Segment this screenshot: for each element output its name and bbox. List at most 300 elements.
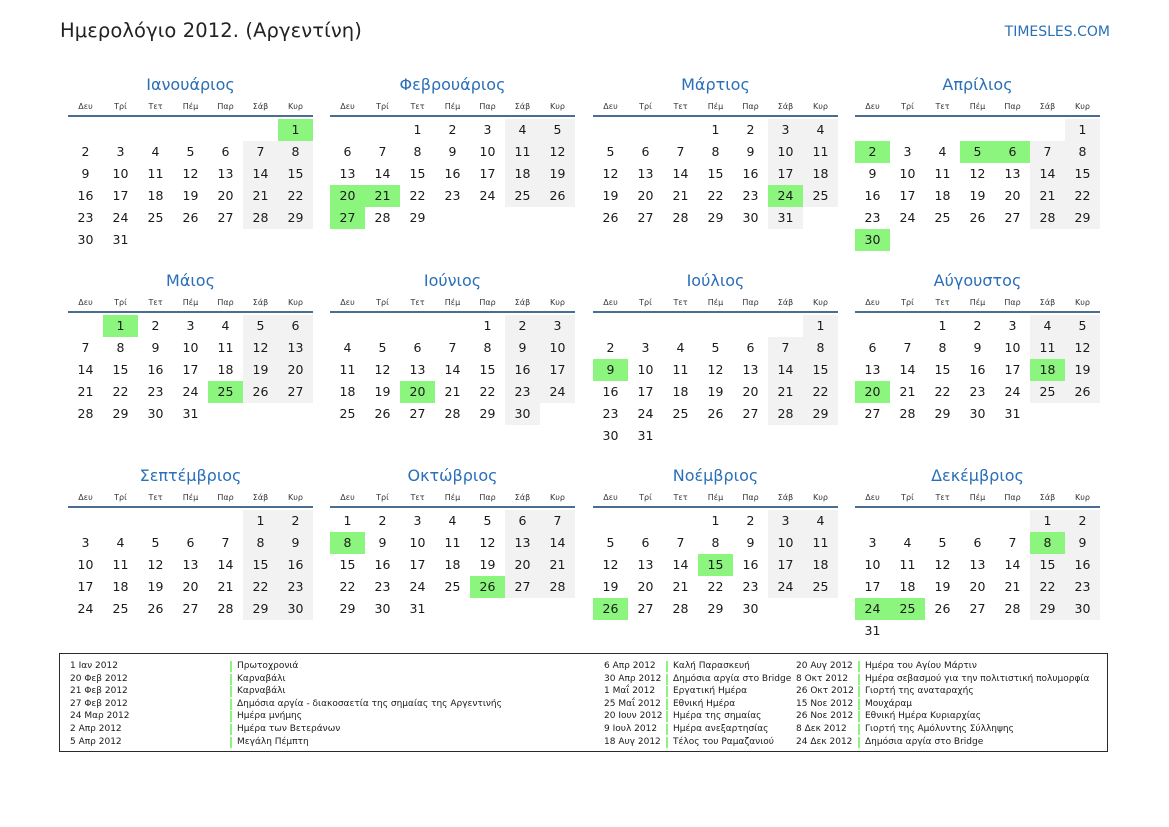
day-cell[interactable]: 28 [374, 210, 391, 225]
day-cell[interactable]: 24 [899, 210, 916, 225]
day-cell[interactable]: 25 [803, 185, 838, 207]
day-cell[interactable]: 1 [483, 318, 492, 333]
day-cell[interactable]: 10 [768, 532, 803, 554]
holiday-day-cell[interactable]: 26 [470, 576, 505, 598]
day-cell[interactable]: 27 [505, 576, 540, 598]
day-cell[interactable]: 22 [278, 185, 313, 207]
site-link[interactable]: TIMESLES.COM [1004, 24, 1110, 40]
day-cell[interactable]: 6 [221, 144, 230, 159]
day-cell[interactable]: 18 [672, 384, 689, 399]
day-cell[interactable]: 18 [217, 362, 234, 377]
day-cell[interactable]: 24 [768, 576, 803, 598]
day-cell[interactable]: 21 [1030, 185, 1065, 207]
holiday-day-cell[interactable]: 6 [995, 141, 1030, 163]
day-cell[interactable]: 28 [672, 210, 689, 225]
day-cell[interactable]: 28 [1004, 601, 1021, 616]
day-cell[interactable]: 22 [243, 576, 278, 598]
day-cell[interactable]: 10 [77, 557, 94, 572]
day-cell[interactable]: 30 [77, 232, 94, 247]
day-cell[interactable]: 10 [409, 535, 426, 550]
day-cell[interactable]: 3 [186, 318, 195, 333]
day-cell[interactable]: 29 [1065, 207, 1100, 229]
day-cell[interactable]: 9 [746, 535, 755, 550]
day-cell[interactable]: 7 [676, 144, 685, 159]
day-cell[interactable]: 29 [803, 403, 838, 425]
holiday-day-cell[interactable]: 15 [698, 554, 733, 576]
day-cell[interactable]: 9 [448, 144, 457, 159]
day-cell[interactable]: 19 [707, 384, 724, 399]
day-cell[interactable]: 28 [77, 406, 94, 421]
day-cell[interactable]: 10 [768, 141, 803, 163]
day-cell[interactable]: 15 [707, 166, 724, 181]
day-cell[interactable]: 14 [1030, 163, 1065, 185]
day-cell[interactable]: 17 [864, 579, 881, 594]
day-cell[interactable]: 18 [899, 579, 916, 594]
day-cell[interactable]: 19 [934, 579, 951, 594]
day-cell[interactable]: 13 [217, 166, 234, 181]
day-cell[interactable]: 19 [540, 163, 575, 185]
day-cell[interactable]: 2 [746, 122, 755, 137]
day-cell[interactable]: 27 [969, 601, 986, 616]
holiday-day-cell[interactable]: 1 [278, 119, 313, 141]
day-cell[interactable]: 15 [479, 362, 496, 377]
day-cell[interactable]: 13 [182, 557, 199, 572]
day-cell[interactable]: 4 [151, 144, 160, 159]
day-cell[interactable]: 3 [868, 535, 877, 550]
day-cell[interactable]: 1 [413, 122, 422, 137]
day-cell[interactable]: 5 [606, 535, 615, 550]
day-cell[interactable]: 1 [343, 513, 352, 528]
day-cell[interactable]: 6 [641, 144, 650, 159]
day-cell[interactable]: 21 [444, 384, 461, 399]
day-cell[interactable]: 2 [278, 510, 313, 532]
day-cell[interactable]: 12 [934, 557, 951, 572]
day-cell[interactable]: 14 [217, 557, 234, 572]
day-cell[interactable]: 2 [448, 122, 457, 137]
day-cell[interactable]: 3 [81, 535, 90, 550]
day-cell[interactable]: 23 [602, 406, 619, 421]
day-cell[interactable]: 29 [112, 406, 129, 421]
day-cell[interactable]: 23 [742, 579, 759, 594]
day-cell[interactable]: 26 [540, 185, 575, 207]
holiday-day-cell[interactable]: 26 [593, 598, 628, 620]
day-cell[interactable]: 10 [112, 166, 129, 181]
day-cell[interactable]: 13 [505, 532, 540, 554]
day-cell[interactable]: 1 [1030, 510, 1065, 532]
day-cell[interactable]: 11 [505, 141, 540, 163]
day-cell[interactable]: 9 [1065, 532, 1100, 554]
holiday-day-cell[interactable]: 21 [365, 185, 400, 207]
day-cell[interactable]: 24 [637, 406, 654, 421]
day-cell[interactable]: 6 [343, 144, 352, 159]
day-cell[interactable]: 28 [899, 406, 916, 421]
day-cell[interactable]: 16 [864, 188, 881, 203]
day-cell[interactable]: 30 [742, 601, 759, 616]
day-cell[interactable]: 4 [1030, 315, 1065, 337]
day-cell[interactable]: 31 [409, 601, 426, 616]
day-cell[interactable]: 21 [217, 579, 234, 594]
day-cell[interactable]: 11 [147, 166, 164, 181]
day-cell[interactable]: 6 [413, 340, 422, 355]
day-cell[interactable]: 15 [1065, 163, 1100, 185]
day-cell[interactable]: 4 [803, 119, 838, 141]
day-cell[interactable]: 15 [934, 362, 951, 377]
day-cell[interactable]: 23 [742, 188, 759, 203]
day-cell[interactable]: 18 [112, 579, 129, 594]
day-cell[interactable]: 11 [803, 141, 838, 163]
day-cell[interactable]: 7 [903, 340, 912, 355]
holiday-day-cell[interactable]: 2 [855, 141, 890, 163]
day-cell[interactable]: 30 [969, 406, 986, 421]
day-cell[interactable]: 22 [707, 188, 724, 203]
day-cell[interactable]: 16 [77, 188, 94, 203]
day-cell[interactable]: 12 [182, 166, 199, 181]
day-cell[interactable]: 4 [116, 535, 125, 550]
day-cell[interactable]: 25 [444, 579, 461, 594]
day-cell[interactable]: 19 [243, 359, 278, 381]
day-cell[interactable]: 5 [186, 144, 195, 159]
day-cell[interactable]: 22 [1065, 185, 1100, 207]
holiday-day-cell[interactable]: 8 [1030, 532, 1065, 554]
day-cell[interactable]: 17 [540, 359, 575, 381]
day-cell[interactable]: 12 [374, 362, 391, 377]
day-cell[interactable]: 22 [803, 381, 838, 403]
day-cell[interactable]: 15 [803, 359, 838, 381]
day-cell[interactable]: 14 [672, 166, 689, 181]
day-cell[interactable]: 23 [374, 579, 391, 594]
day-cell[interactable]: 9 [378, 535, 387, 550]
day-cell[interactable]: 28 [768, 403, 803, 425]
day-cell[interactable]: 24 [409, 579, 426, 594]
day-cell[interactable]: 6 [641, 535, 650, 550]
day-cell[interactable]: 3 [903, 144, 912, 159]
day-cell[interactable]: 8 [711, 144, 720, 159]
day-cell[interactable]: 3 [413, 513, 422, 528]
day-cell[interactable]: 11 [934, 166, 951, 181]
day-cell[interactable]: 20 [969, 579, 986, 594]
day-cell[interactable]: 11 [339, 362, 356, 377]
day-cell[interactable]: 14 [77, 362, 94, 377]
day-cell[interactable]: 8 [483, 340, 492, 355]
day-cell[interactable]: 8 [1065, 141, 1100, 163]
day-cell[interactable]: 16 [505, 359, 540, 381]
day-cell[interactable]: 6 [505, 510, 540, 532]
day-cell[interactable]: 18 [147, 188, 164, 203]
day-cell[interactable]: 27 [409, 406, 426, 421]
day-cell[interactable]: 19 [602, 188, 619, 203]
day-cell[interactable]: 18 [505, 163, 540, 185]
day-cell[interactable]: 13 [969, 557, 986, 572]
day-cell[interactable]: 26 [934, 601, 951, 616]
day-cell[interactable]: 15 [112, 362, 129, 377]
day-cell[interactable]: 5 [938, 535, 947, 550]
day-cell[interactable]: 15 [243, 554, 278, 576]
day-cell[interactable]: 7 [768, 337, 803, 359]
day-cell[interactable]: 26 [969, 210, 986, 225]
day-cell[interactable]: 13 [637, 166, 654, 181]
day-cell[interactable]: 16 [444, 166, 461, 181]
day-cell[interactable]: 14 [899, 362, 916, 377]
day-cell[interactable]: 6 [973, 535, 982, 550]
day-cell[interactable]: 17 [768, 163, 803, 185]
day-cell[interactable]: 14 [768, 359, 803, 381]
day-cell[interactable]: 3 [768, 510, 803, 532]
day-cell[interactable]: 25 [803, 576, 838, 598]
day-cell[interactable]: 3 [540, 315, 575, 337]
holiday-day-cell[interactable]: 20 [855, 381, 890, 403]
day-cell[interactable]: 17 [182, 362, 199, 377]
day-cell[interactable]: 27 [637, 601, 654, 616]
day-cell[interactable]: 12 [479, 535, 496, 550]
day-cell[interactable]: 1 [711, 513, 720, 528]
day-cell[interactable]: 19 [969, 188, 986, 203]
day-cell[interactable]: 5 [606, 144, 615, 159]
day-cell[interactable]: 31 [768, 207, 803, 229]
day-cell[interactable]: 17 [1004, 362, 1021, 377]
day-cell[interactable]: 20 [182, 579, 199, 594]
day-cell[interactable]: 18 [444, 557, 461, 572]
day-cell[interactable]: 29 [707, 601, 724, 616]
day-cell[interactable]: 7 [243, 141, 278, 163]
day-cell[interactable]: 10 [899, 166, 916, 181]
day-cell[interactable]: 5 [540, 119, 575, 141]
holiday-day-cell[interactable]: 25 [208, 381, 243, 403]
day-cell[interactable]: 7 [540, 510, 575, 532]
day-cell[interactable]: 22 [479, 384, 496, 399]
day-cell[interactable]: 15 [278, 163, 313, 185]
day-cell[interactable]: 12 [969, 166, 986, 181]
day-cell[interactable]: 26 [374, 406, 391, 421]
day-cell[interactable]: 10 [1004, 340, 1021, 355]
day-cell[interactable]: 13 [278, 337, 313, 359]
day-cell[interactable]: 25 [934, 210, 951, 225]
holiday-day-cell[interactable]: 20 [400, 381, 435, 403]
day-cell[interactable]: 26 [243, 381, 278, 403]
day-cell[interactable]: 24 [77, 601, 94, 616]
day-cell[interactable]: 2 [746, 513, 755, 528]
day-cell[interactable]: 15 [409, 166, 426, 181]
holiday-day-cell[interactable]: 9 [593, 359, 628, 381]
day-cell[interactable]: 14 [540, 532, 575, 554]
day-cell[interactable]: 22 [409, 188, 426, 203]
day-cell[interactable]: 21 [243, 185, 278, 207]
day-cell[interactable]: 11 [112, 557, 129, 572]
day-cell[interactable]: 17 [899, 188, 916, 203]
day-cell[interactable]: 9 [151, 340, 160, 355]
day-cell[interactable]: 24 [479, 188, 496, 203]
day-cell[interactable]: 17 [112, 188, 129, 203]
day-cell[interactable]: 16 [1065, 554, 1100, 576]
day-cell[interactable]: 3 [483, 122, 492, 137]
holiday-day-cell[interactable]: 20 [330, 185, 365, 207]
day-cell[interactable]: 31 [864, 623, 881, 638]
day-cell[interactable]: 17 [479, 166, 496, 181]
day-cell[interactable]: 26 [182, 210, 199, 225]
day-cell[interactable]: 11 [672, 362, 689, 377]
day-cell[interactable]: 30 [374, 601, 391, 616]
day-cell[interactable]: 20 [278, 359, 313, 381]
day-cell[interactable]: 16 [742, 557, 759, 572]
day-cell[interactable]: 8 [413, 144, 422, 159]
day-cell[interactable]: 13 [742, 362, 759, 377]
day-cell[interactable]: 25 [147, 210, 164, 225]
day-cell[interactable]: 31 [112, 232, 129, 247]
day-cell[interactable]: 16 [742, 166, 759, 181]
day-cell[interactable]: 30 [1065, 598, 1100, 620]
holiday-day-cell[interactable]: 5 [960, 141, 995, 163]
day-cell[interactable]: 25 [339, 406, 356, 421]
day-cell[interactable]: 7 [1030, 141, 1065, 163]
day-cell[interactable]: 29 [479, 406, 496, 421]
holiday-day-cell[interactable]: 18 [1030, 359, 1065, 381]
day-cell[interactable]: 21 [672, 579, 689, 594]
day-cell[interactable]: 7 [676, 535, 685, 550]
day-cell[interactable]: 29 [339, 601, 356, 616]
day-cell[interactable]: 30 [505, 403, 540, 425]
day-cell[interactable]: 25 [505, 185, 540, 207]
day-cell[interactable]: 21 [77, 384, 94, 399]
day-cell[interactable]: 22 [707, 579, 724, 594]
holiday-day-cell[interactable]: 27 [330, 207, 365, 229]
day-cell[interactable]: 2 [505, 315, 540, 337]
day-cell[interactable]: 8 [803, 337, 838, 359]
day-cell[interactable]: 5 [151, 535, 160, 550]
day-cell[interactable]: 26 [147, 601, 164, 616]
day-cell[interactable]: 19 [147, 579, 164, 594]
day-cell[interactable]: 1 [938, 318, 947, 333]
day-cell[interactable]: 11 [803, 532, 838, 554]
day-cell[interactable]: 7 [221, 535, 230, 550]
day-cell[interactable]: 11 [899, 557, 916, 572]
day-cell[interactable]: 19 [602, 579, 619, 594]
day-cell[interactable]: 21 [768, 381, 803, 403]
day-cell[interactable]: 26 [707, 406, 724, 421]
day-cell[interactable]: 24 [182, 384, 199, 399]
day-cell[interactable]: 5 [711, 340, 720, 355]
day-cell[interactable]: 19 [479, 557, 496, 572]
day-cell[interactable]: 12 [243, 337, 278, 359]
holiday-day-cell[interactable]: 24 [768, 185, 803, 207]
day-cell[interactable]: 23 [505, 381, 540, 403]
day-cell[interactable]: 28 [217, 601, 234, 616]
day-cell[interactable]: 22 [339, 579, 356, 594]
day-cell[interactable]: 25 [672, 406, 689, 421]
day-cell[interactable]: 17 [77, 579, 94, 594]
day-cell[interactable]: 23 [1065, 576, 1100, 598]
day-cell[interactable]: 19 [374, 384, 391, 399]
day-cell[interactable]: 12 [707, 362, 724, 377]
day-cell[interactable]: 3 [768, 119, 803, 141]
day-cell[interactable]: 6 [186, 535, 195, 550]
day-cell[interactable]: 7 [378, 144, 387, 159]
day-cell[interactable]: 9 [973, 340, 982, 355]
day-cell[interactable]: 12 [540, 141, 575, 163]
holiday-day-cell[interactable]: 8 [330, 532, 365, 554]
day-cell[interactable]: 10 [479, 144, 496, 159]
day-cell[interactable]: 30 [147, 406, 164, 421]
day-cell[interactable]: 22 [112, 384, 129, 399]
day-cell[interactable]: 27 [1004, 210, 1021, 225]
day-cell[interactable]: 21 [1004, 579, 1021, 594]
day-cell[interactable]: 17 [637, 384, 654, 399]
day-cell[interactable]: 29 [243, 598, 278, 620]
day-cell[interactable]: 23 [147, 384, 164, 399]
day-cell[interactable]: 24 [1004, 384, 1021, 399]
day-cell[interactable]: 3 [116, 144, 125, 159]
day-cell[interactable]: 31 [182, 406, 199, 421]
day-cell[interactable]: 25 [112, 601, 129, 616]
day-cell[interactable]: 4 [938, 144, 947, 159]
day-cell[interactable]: 17 [409, 557, 426, 572]
day-cell[interactable]: 9 [81, 166, 90, 181]
day-cell[interactable]: 23 [278, 576, 313, 598]
day-cell[interactable]: 21 [899, 384, 916, 399]
day-cell[interactable]: 30 [602, 428, 619, 443]
day-cell[interactable]: 10 [637, 362, 654, 377]
day-cell[interactable]: 2 [1065, 510, 1100, 532]
day-cell[interactable]: 16 [374, 557, 391, 572]
day-cell[interactable]: 14 [1004, 557, 1021, 572]
day-cell[interactable]: 21 [540, 554, 575, 576]
day-cell[interactable]: 8 [938, 340, 947, 355]
day-cell[interactable]: 31 [637, 428, 654, 443]
day-cell[interactable]: 29 [934, 406, 951, 421]
day-cell[interactable]: 14 [374, 166, 391, 181]
day-cell[interactable]: 16 [602, 384, 619, 399]
day-cell[interactable]: 1 [1065, 119, 1100, 141]
day-cell[interactable]: 29 [409, 210, 426, 225]
day-cell[interactable]: 23 [77, 210, 94, 225]
day-cell[interactable]: 12 [602, 557, 619, 572]
day-cell[interactable]: 8 [116, 340, 125, 355]
day-cell[interactable]: 17 [768, 554, 803, 576]
day-cell[interactable]: 14 [444, 362, 461, 377]
day-cell[interactable]: 14 [672, 557, 689, 572]
day-cell[interactable]: 29 [1030, 598, 1065, 620]
day-cell[interactable]: 27 [637, 210, 654, 225]
day-cell[interactable]: 27 [182, 601, 199, 616]
day-cell[interactable]: 25 [1030, 381, 1065, 403]
day-cell[interactable]: 5 [378, 340, 387, 355]
day-cell[interactable]: 4 [448, 513, 457, 528]
day-cell[interactable]: 9 [746, 144, 755, 159]
day-cell[interactable]: 5 [1065, 315, 1100, 337]
day-cell[interactable]: 9 [505, 337, 540, 359]
day-cell[interactable]: 24 [540, 381, 575, 403]
day-cell[interactable]: 4 [221, 318, 230, 333]
day-cell[interactable]: 18 [803, 554, 838, 576]
day-cell[interactable]: 13 [409, 362, 426, 377]
day-cell[interactable]: 20 [505, 554, 540, 576]
day-cell[interactable]: 21 [672, 188, 689, 203]
day-cell[interactable]: 24 [112, 210, 129, 225]
day-cell[interactable]: 9 [278, 532, 313, 554]
day-cell[interactable]: 18 [803, 163, 838, 185]
day-cell[interactable]: 8 [278, 141, 313, 163]
day-cell[interactable]: 19 [182, 188, 199, 203]
day-cell[interactable]: 4 [676, 340, 685, 355]
day-cell[interactable]: 6 [278, 315, 313, 337]
day-cell[interactable]: 28 [540, 576, 575, 598]
day-cell[interactable]: 7 [1008, 535, 1017, 550]
day-cell[interactable]: 7 [81, 340, 90, 355]
day-cell[interactable]: 12 [1065, 337, 1100, 359]
day-cell[interactable]: 18 [339, 384, 356, 399]
day-cell[interactable]: 1 [803, 315, 838, 337]
day-cell[interactable]: 30 [278, 598, 313, 620]
day-cell[interactable]: 13 [1004, 166, 1021, 181]
day-cell[interactable]: 2 [973, 318, 982, 333]
